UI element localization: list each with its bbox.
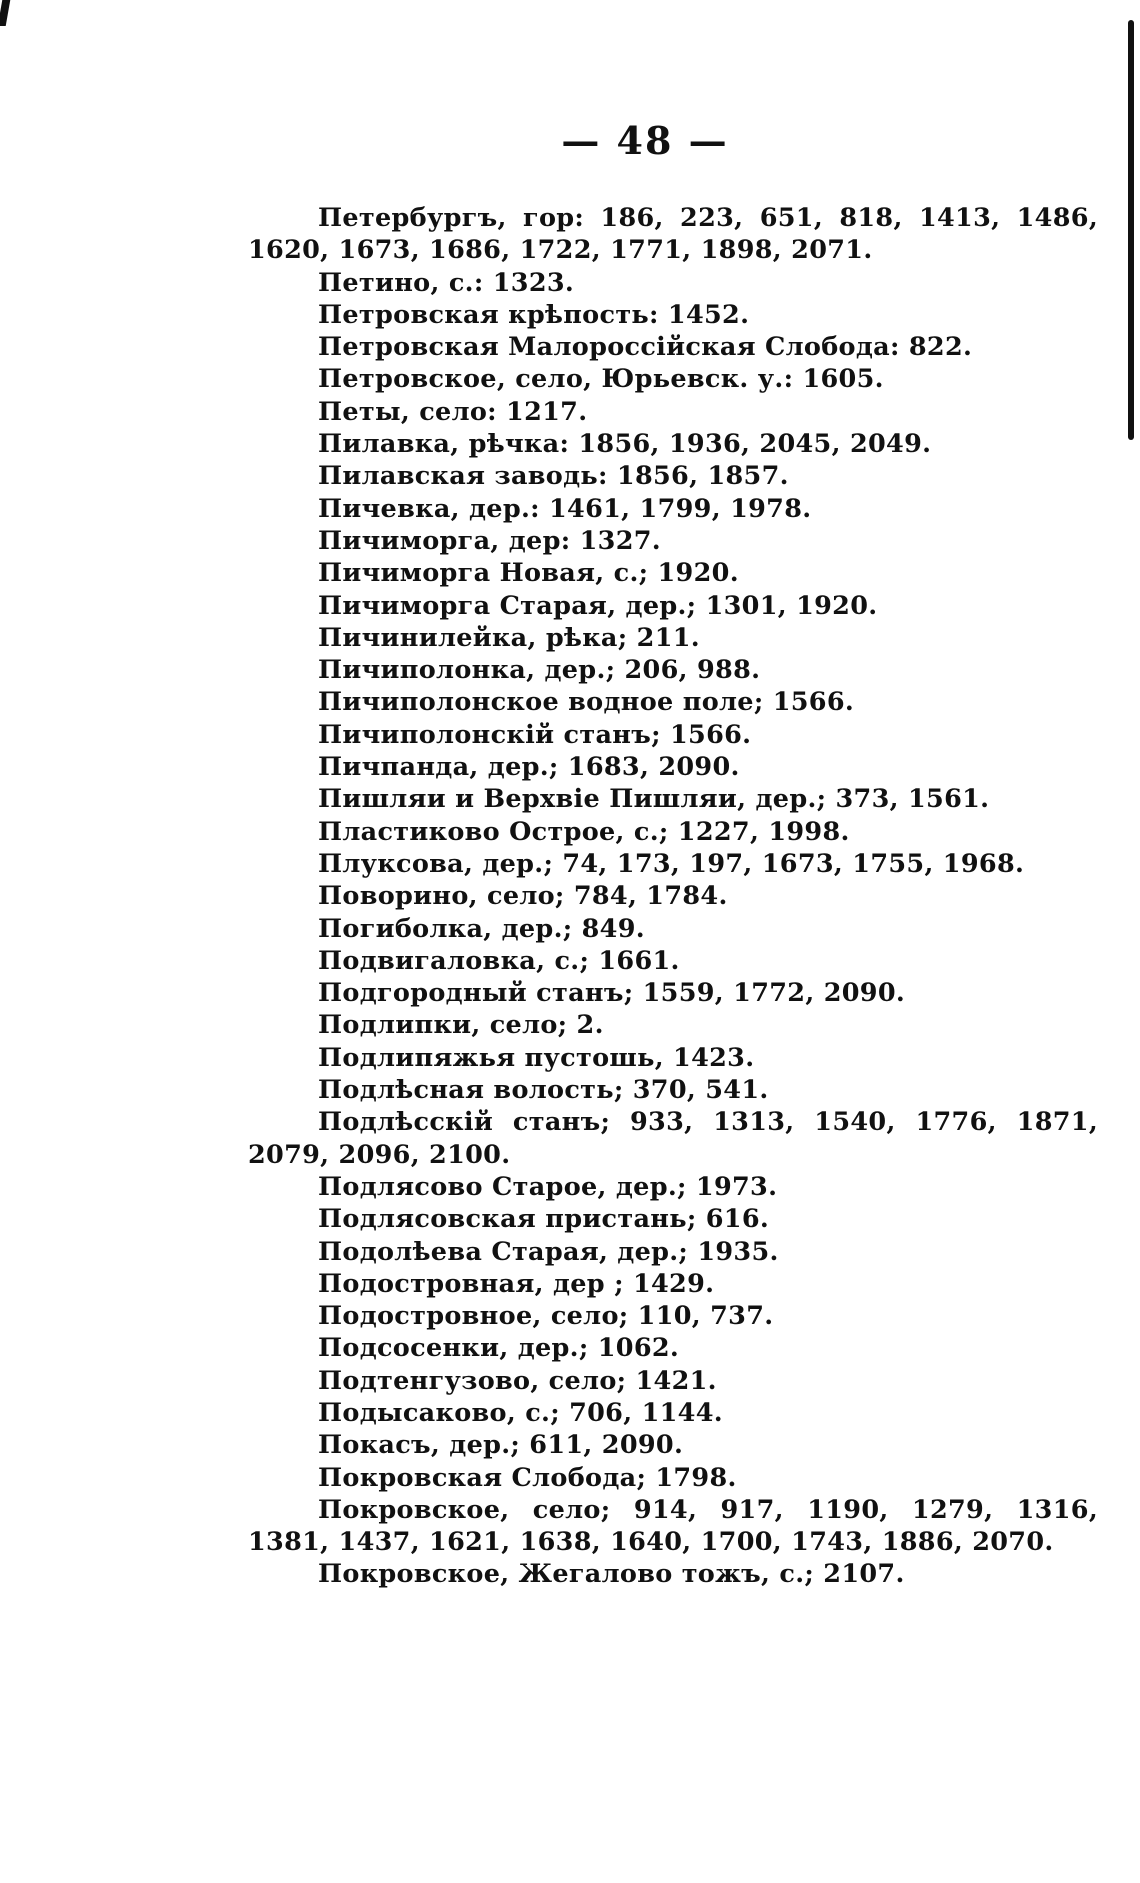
index-entry: Пичиполонскій станъ; 1566. [318, 719, 752, 750]
index-entry: Пичиполонское водное поле; 1566. [318, 687, 855, 718]
index-entry: Покровское, село; 914, 917, 1190, 1279, 1316, 1381, 1437, 1621, 1638, 1640, 1700, 1743, 1886, 2070. [248, 1494, 1098, 1558]
index-entry: Пичиполонка, дер.; 206, 988. [318, 655, 761, 686]
index-entry: Пичпанда, дер.; 1683, 2090. [318, 752, 740, 783]
index-entry: Пичиморга, дер: 1327. [318, 525, 661, 556]
index-entry: Пилавская заводь: 1856, 1857. [318, 461, 789, 492]
page-number: — 48 — [561, 118, 729, 163]
index-entry: Подгородный станъ; 1559, 1772, 2090. [318, 978, 906, 1009]
index-entry: Подолѣева Старая, дер.; 1935. [318, 1236, 779, 1267]
index-entry: Подлѣсная волость; 370, 541. [318, 1075, 769, 1106]
index-entry: Подлѣсскій станъ; 933, 1313, 1540, 1776, 1871, 2079, 2096, 2100. [248, 1107, 1098, 1170]
index-entry: Покровская Слобода; 1798. [318, 1462, 737, 1493]
index-entry: Пичиморга Новая, с.; 1920. [318, 558, 739, 589]
index-entry: Погиболка, дер.; 849. [318, 913, 645, 944]
index-entry: Пичинилейка, рѣка; 211. [318, 622, 700, 653]
scan-edge-mark-left [0, 0, 10, 26]
index-entry: Петы, село: 1217. [318, 396, 588, 427]
index-entry: Подостровное, село; 110, 737. [318, 1301, 774, 1332]
index-entry: Подвигаловка, с.; 1661. [318, 945, 680, 976]
index-entry: Подлипки, село; 2. [318, 1010, 604, 1041]
index-entry: Подысаково, с.; 706, 1144. [318, 1397, 723, 1428]
index-entry: Петино, с.: 1323. [318, 267, 575, 298]
index-entry: Пишляи и Верхвіе Пишляи, дер.; 373, 1561. [318, 784, 990, 815]
index-entry: Подлясовская пристань; 616. [318, 1204, 770, 1235]
index-entry: Пичиморга Старая, дер.; 1301, 1920. [318, 590, 878, 621]
index-entry: Подлипяжья пустошь, 1423. [318, 1042, 755, 1073]
index-entry: Покасъ, дер.; 611, 2090. [318, 1430, 684, 1461]
index-entry: Пластиково Острое, с.; 1227, 1998. [318, 816, 850, 847]
scan-edge-mark-right [1128, 20, 1134, 440]
index-entry: Подтенгузово, село; 1421. [318, 1365, 717, 1396]
index-entry: Подсосенки, дер.; 1062. [318, 1333, 680, 1364]
index-entry: Плуксова, дер.; 74, 173, 197, 1673, 1755, 1968. [318, 848, 1025, 879]
index-entry: Покровское, Жегалово тожъ, с.; 2107. [318, 1559, 905, 1590]
index-entry: Подостровная, дер ; 1429. [318, 1268, 715, 1299]
index-entry: Петровская Малороссійская Слобода: 822. [318, 332, 973, 363]
index-entry: Петербургъ, гор: 186, 223, 651, 818, 1413, 1486, 1620, 1673, 1686, 1722, 1771, 1898, 2071. [248, 203, 1098, 266]
index-entry: Петровское, село, Юрьевск. у.: 1605. [318, 364, 884, 395]
index-entry: Петровская крѣпость: 1452. [318, 299, 750, 330]
index-entry: Поворино, село; 784, 1784. [318, 881, 728, 912]
place-name-index [248, 202, 1098, 1591]
index-entry: Подлясово Старое, дер.; 1973. [318, 1171, 778, 1202]
index-entry: Пичевка, дер.: 1461, 1799, 1978. [318, 493, 812, 524]
index-entry: Пилавка, рѣчка: 1856, 1936, 2045, 2049. [318, 429, 932, 460]
